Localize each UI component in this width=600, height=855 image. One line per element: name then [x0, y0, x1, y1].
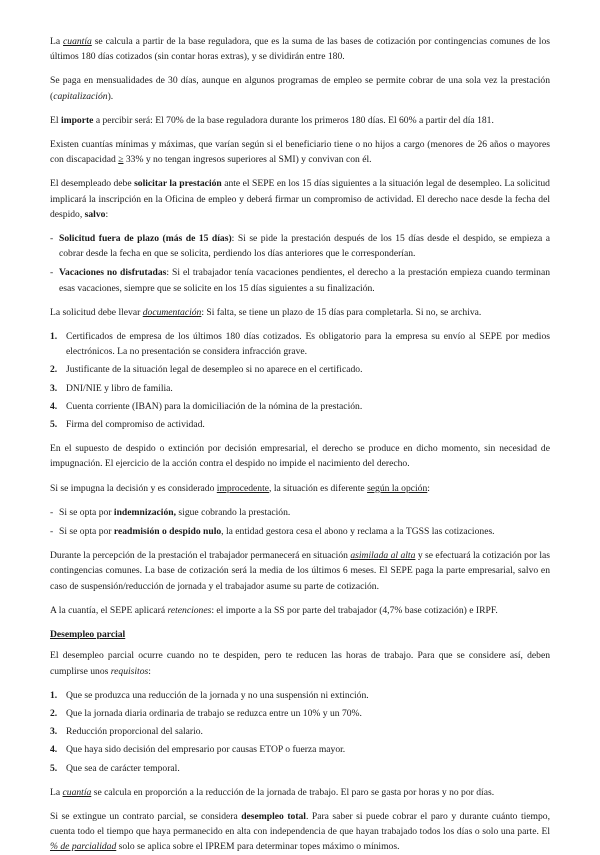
- term-asimilada-alta: asimilada al alta: [350, 550, 416, 562]
- text: Si se impugna la decisión y es considerado: [50, 482, 217, 494]
- item-text: : Si se pide la prestación después de los 15 días desde el despido, se empieza a cobrar desde la fecha en que se solicita, perdiendo los días anteriores que le corresponderían.: [59, 233, 550, 260]
- item-text: Reducción proporcional del salario.: [66, 726, 203, 738]
- item-text: : Si el trabajador tenía vacaciones pendientes, el derecho a la prestación empieza cuando terminan esas vacaciones, siempre que se solicite en los 15 días siguientes a su finalización.: [59, 267, 550, 294]
- text: solo se aplica sobre el IPREM para determinar topes máximo o mínimos.: [116, 841, 400, 853]
- paragraph-importe: [50, 113, 550, 128]
- list-item: [50, 524, 550, 539]
- item-number: 3.: [50, 382, 58, 394]
- text: A la cuantía, el SEPE aplicará: [50, 604, 168, 616]
- list-item: [50, 688, 550, 703]
- item-text: DNI/NIE y libro de familia.: [66, 382, 173, 394]
- paragraph-pago: [50, 73, 550, 103]
- item-text: Justificante de la situación legal de desempleo si no aparece en el certificado.: [66, 364, 363, 376]
- list-item: [50, 706, 550, 721]
- term-capitalizacion: capitalización: [53, 90, 108, 102]
- term-improcedente: improcedente: [216, 482, 270, 494]
- text: Si se extingue un contrato parcial, se considera: [50, 810, 242, 822]
- list-item: [50, 761, 550, 776]
- item-text: Que sea de carácter temporal.: [66, 762, 180, 774]
- text: La: [50, 36, 64, 47]
- item-number: 5.: [50, 419, 58, 431]
- term-requisitos: requisitos: [110, 665, 149, 677]
- item-text: Firma del compromiso de actividad.: [66, 419, 205, 431]
- documents-list: [50, 329, 550, 432]
- text: La solicitud debe llevar: [50, 306, 143, 318]
- paragraph-cuantias-minimas: [50, 137, 550, 167]
- text: La: [50, 786, 63, 798]
- term-cuantia: cuantía: [63, 36, 92, 47]
- options-list: [50, 505, 550, 539]
- item-number: 1.: [50, 331, 58, 343]
- paragraph-impugnacion: [50, 481, 550, 496]
- text: se calcula a partir de la base reguladora, que es la suma de las bases de cotización por contingencias comunes de los últimos 180 días cotizados (sin contar horas extras), y se dividirán entre 180.: [50, 36, 550, 63]
- item-number: 4.: [50, 744, 58, 756]
- list-item: [50, 231, 550, 261]
- term-segun-opcion: según la opción: [367, 482, 428, 494]
- term-importe: importe: [60, 114, 94, 126]
- symbol: ≥: [118, 154, 124, 166]
- item-text: , la entidad gestora cesa el abono y reclama a la TGSS las cotizaciones.: [221, 526, 495, 538]
- text: El desempleado debe: [50, 178, 135, 190]
- item-title: Vacaciones no disfrutadas: [59, 267, 167, 279]
- term-desempleo-total: desempleo total: [241, 810, 306, 822]
- item-number: 2.: [50, 364, 58, 376]
- item-text: Que haya sido decisión del empresario por causas ETOP o fuerza mayor.: [66, 744, 346, 756]
- list-item: [50, 399, 550, 414]
- list-item: [50, 742, 550, 757]
- item-number: 5.: [50, 762, 58, 774]
- text: :: [148, 665, 151, 677]
- paragraph-cotizacion: [50, 548, 550, 594]
- paragraph-cuantia: [50, 34, 550, 64]
- item-number: 4.: [50, 400, 58, 412]
- paragraph-despido: En el supuesto de despido o extinción por decisión empresarial, el derecho se produce en dicho momento, sin necesidad de impugnación. El ejercicio de la acción contra el despido no impide el nacimiento del derecho.: [50, 443, 550, 470]
- item-title: readmisión o despido nulo: [113, 526, 222, 538]
- term-parcialidad: % de parcialidad: [50, 841, 117, 853]
- text: El: [50, 114, 61, 126]
- text: , la situación es diferente: [269, 482, 368, 494]
- term-solicitar: solicitar la prestación: [134, 178, 222, 190]
- text: Existen cuantías mínimas y máximas, que varían según si el beneficiario tiene o no hijos a cargo (menores de 26 años o mayores con discapacidad: [50, 139, 550, 166]
- text: : el importe a la SS por parte del trabajador (4,7% base cotización) e IRPF.: [211, 604, 498, 616]
- list-item: [50, 417, 550, 432]
- text: y se efectuará la cotización por las contingencias comunes. La base de cotización será la media de los últimos 6 meses. El SEPE paga la parte empresarial, salvo en caso de suspensión/reducción de jornada y el trabajador asume su parte de cotización.: [50, 550, 551, 592]
- list-item: [50, 329, 550, 359]
- text: a percibir será: El 70% de la base reguladora durante los primeros 180 días. El 60% a partir del día 181.: [93, 114, 494, 126]
- text: ).: [107, 90, 114, 102]
- text: :: [427, 482, 430, 494]
- text: :: [105, 208, 109, 220]
- exceptions-list: [50, 231, 550, 296]
- paragraph-documentacion: [50, 305, 550, 320]
- text: El desempleo parcial ocurre cuando no te despiden, pero te reducen las horas de trabajo. Para que se considere así, deben cumplirse unos: [50, 650, 550, 677]
- text: . Para saber si puede cobrar el paro y durante cuánto tiempo, cuenta todo el tiempo que haya permanecido en alta con independencia de que hayan trabajado todos los días o solo una parte. El: [50, 810, 550, 838]
- item-text: Que la jornada diaria ordinaria de trabajo se reduzca entre un 10% y un 70%.: [66, 707, 362, 719]
- item-number: 2.: [50, 707, 58, 719]
- item-number: 1.: [50, 689, 58, 701]
- term-retenciones: retenciones: [167, 604, 212, 616]
- text: Se paga en mensualidades de 30 días, aunque en algunos programas de empleo se permite cobrar de una sola vez la prestación (: [50, 75, 550, 102]
- requirements-list: [50, 688, 550, 776]
- list-item: [50, 381, 550, 396]
- paragraph-desempleo-parcial: [50, 648, 550, 678]
- item-number: 3.: [50, 726, 58, 738]
- item-text: sigue cobrando la prestación.: [176, 506, 291, 518]
- item-text: Si se opta por: [59, 506, 114, 518]
- section-heading: Desempleo parcial: [50, 629, 126, 641]
- text: 33% y no tengan ingresos superiores al SMI) y convivan con él.: [123, 154, 372, 166]
- item-title: indemnización,: [113, 506, 177, 518]
- item-text: Si se opta por: [59, 526, 114, 538]
- text: Durante la percepción de la prestación el trabajador permanecerá en situación: [50, 550, 351, 562]
- list-item: [50, 724, 550, 739]
- text: ante el SEPE en los 15 días siguientes a la situación legal de desempleo. La solicitud implicará la inscripción en la Oficina de empleo y deberá firmar un compromiso de actividad. El derecho nace desde la fecha del despido,: [50, 178, 550, 220]
- item-text: Que se produzca una reducción de la jornada y no una suspensión ni extinción.: [66, 689, 369, 701]
- list-item: [50, 265, 550, 295]
- list-item: [50, 362, 550, 377]
- term-cuantia: cuantía: [62, 786, 92, 798]
- paragraph-solicitud: [50, 176, 550, 222]
- term-salvo: salvo: [84, 208, 106, 220]
- paragraph-cuantia-parcial: [50, 785, 550, 800]
- list-item: [50, 505, 550, 520]
- item-text: Cuenta corriente (IBAN) para la domiciliación de la nómina de la prestación.: [66, 400, 363, 412]
- text: : Si falta, se tiene un plazo de 15 días para completarla. Si no, se archiva.: [201, 306, 482, 318]
- paragraph-retenciones: [50, 603, 550, 618]
- item-title: Solicitud fuera de plazo (más de 15 días): [59, 233, 232, 245]
- text: se calcula en proporción a la reducción de la jornada de trabajo. El paro se gasta por horas y no por días.: [91, 786, 495, 798]
- item-text: Certificados de empresa de los últimos 180 días cotizados. Es obligatorio para la empresa su envío al SEPE por medios electrónicos. La no presentación se considera infracción grave.: [66, 331, 550, 358]
- term-documentacion: documentación: [142, 306, 202, 318]
